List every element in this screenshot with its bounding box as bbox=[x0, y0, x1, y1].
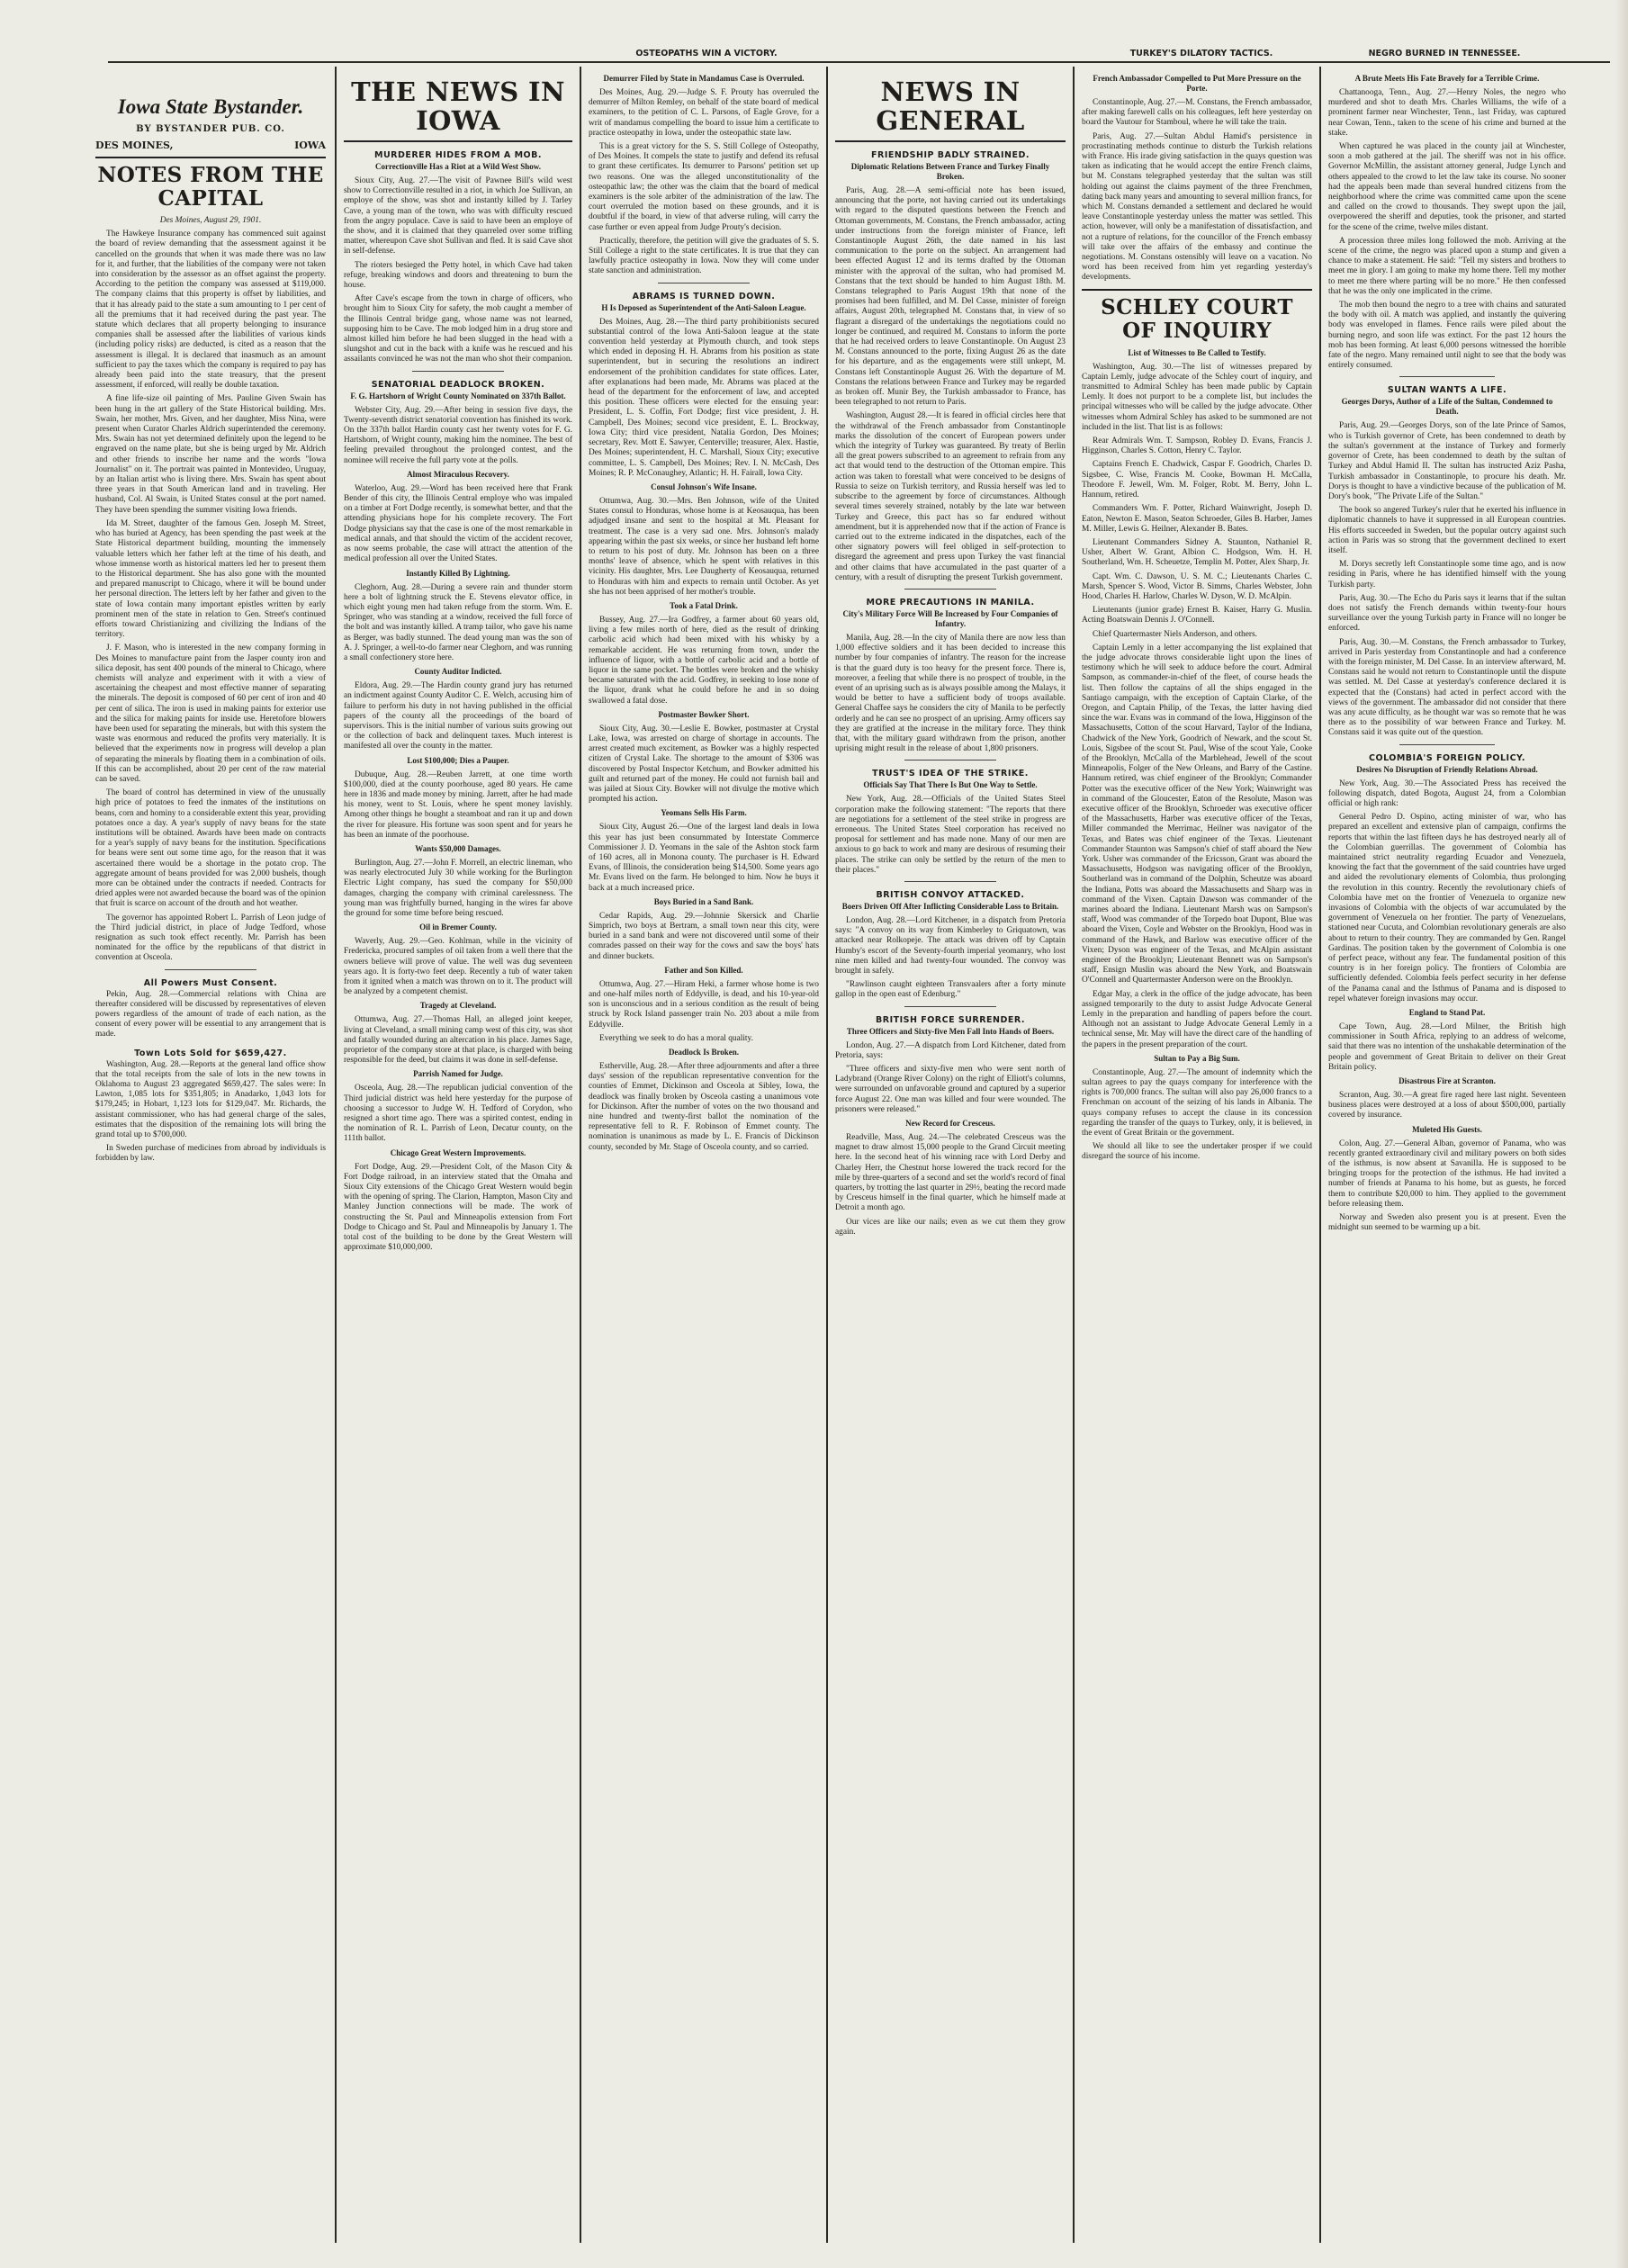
article-heading: Took a Fatal Drink. bbox=[670, 600, 738, 610]
paragraph: Webster City, Aug. 29.—After being in session five days, the Twenty-seventh district senatorial convention has finished its work. On the 337th ballot Hardin county cast her twenty votes for F. G. Hartshorn, of Wright county, making him the nominee. The best of feeling prevailed throughout the prolonged contest, and the nominee will receive the full party vote at the polls. bbox=[344, 405, 572, 465]
section-heading: NEWS IN GENERAL bbox=[876, 76, 1025, 136]
article-body bbox=[95, 230, 326, 963]
article-body bbox=[835, 1041, 1066, 1115]
paragraph: In Sweden purchase of medicines from abroad by individuals is forbidden by law. bbox=[95, 1144, 326, 1164]
article-subheading: Diplomatic Relations Between France and Turkey Finally Broken. bbox=[850, 162, 1050, 181]
paragraph: The book so angered Turkey's ruler that he exerted his influence in diplomatic channels to have it suppressed in all European countries. His efforts succeeded in Sweden, but the popular outcry against such action in Paris was so strong that the government declined to exert itself. bbox=[1328, 506, 1566, 555]
section-heading: NOTES FROM THE CAPITAL bbox=[97, 163, 324, 211]
article-heading: Lost $100,000; Dies a Pauper. bbox=[407, 755, 509, 765]
separator bbox=[165, 969, 256, 970]
paragraph: London, Aug. 27.—A dispatch from Lord Kitchener, dated from Pretoria, says: bbox=[835, 1040, 1066, 1060]
article-subheading: List of Witnesses to Be Called to Testify. bbox=[1128, 347, 1266, 357]
article-subheading: Correctionville Has a Riot at a Wild West Show. bbox=[374, 162, 542, 171]
section-heading: SCHLEY COURT OF INQUIRY bbox=[1101, 294, 1293, 343]
article-body bbox=[589, 88, 819, 277]
article-subheading: A Brute Meets His Fate Bravely for a Terrible Crime. bbox=[1354, 74, 1540, 83]
article-body bbox=[589, 616, 819, 706]
article-body bbox=[1328, 1091, 1566, 1121]
paragraph: Capt. Wm. C. Dawson, U. S. M. C.; Lieutenants Charles C. Marsh, Spencer S. Wood, Victor B. Simms, Charles Webster, John Hood, Charles H. Harlow, Charles W. Dyson, W. D. McAlpin. bbox=[1082, 572, 1312, 601]
masthead-dateline bbox=[95, 140, 326, 158]
paragraph: Washington, Aug. 28.—Reports at the general land office show that the total receipts from the sale of lots in the new towns in Oklahoma to August 23 aggregated $659,427. The sales were: In Lawton, 1,085 lots for $351,805; in Anadarko, 1,043 lots for $179,245; in Hobart, 1,123 lots for $129,047. Mr. Richards, the assistant commissioner, who has had general charge of the sales, estimates that the disposition of the remaining lots will bring the grand total up to $700,000. bbox=[95, 1059, 326, 1140]
paragraph: New York, Aug. 28.—Officials of the United States Steel corporation make the following statement: "The reports that there are negotiations for a settlement of the steel strike in progress are erroneous. The United States Steel corporation has received no proposal for settlement and has made none. Many of our men are anxious to go back to work and many are desirous of resuming their places. The strike can only be settled by the return of the men to their places." bbox=[835, 795, 1066, 875]
paragraph: Ottumwa, Aug. 27.—Thomas Hall, an alleged joint keeper, living at Cleveland, a small mining camp west of this city, was shot and fatally wounded during an altercation in his place. James Sage, proprietor of the company store at that place, is charged with being responsible for the deed, but claims it was done in self-defense. bbox=[344, 1015, 572, 1066]
article-body bbox=[95, 990, 326, 1040]
paragraph: Practically, therefore, the petition will give the graduates of S. S. Still College a right to the state certificates. It is true that they can lawfully practice osteopathy in Iowa. Now they will come under state sanction and administration. bbox=[589, 236, 819, 276]
article-heading: Oil in Bremer County. bbox=[419, 922, 497, 932]
article-body bbox=[835, 1133, 1066, 1238]
top-rule bbox=[108, 61, 1610, 63]
article-heading: All Powers Must Consent. bbox=[143, 977, 278, 988]
article-heading: Postmaster Bowker Short. bbox=[658, 709, 750, 719]
paragraph: The governor has appointed Robert L. Parrish of Leon judge of the Third judicial district, in place of Judge Tedford, whose resignation as such took effect recently. Mr. Parrish has been nominated for the office by the republicans of that district in convention at Osceola. bbox=[95, 913, 326, 963]
article-heading: Town Lots Sold for $659,427. bbox=[134, 1048, 287, 1058]
article-body bbox=[835, 795, 1066, 876]
column-1 bbox=[88, 67, 333, 2236]
article-heading: SULTAN WANTS A LIFE. bbox=[1387, 385, 1507, 396]
paragraph: Eldora, Aug. 29.—The Hardin county grand jury has returned an indictment against County Auditor C. E. Welch, accusing him of failure to perform his duty in not having published in the official papers of the county all the proceedings of the board of supervisors. This is the initial number of various suits growing out or the collection of back and delinquent taxes. Much interest is manifested all over the county in the matter. bbox=[344, 681, 572, 752]
article-heading: BRITISH FORCE SURRENDER. bbox=[876, 1014, 1025, 1025]
paragraph: Washington, Aug. 30.—The list of witnesses prepared by Captain Lemly, judge advocate of the Schley court of inquiry, and transmitted to Admiral Schley has been made public by Captain Lemly. It does not purport to be a complete list, but includes the principal witnesses who will be called by the judge advocate. Other witnesses whom Admiral Schley has asked to be summoned are not included in the list. That list is as follows: bbox=[1082, 362, 1312, 432]
paragraph: Paris, Aug. 29.—Georges Dorys, son of the late Prince of Samos, who is Turkish governor of Crete, has been condemned to death by the sultan's government at the instance of Turkey and formerly governor of Crete, has been condemned to death by the sultan of Turkey and Abdul Hamid II. The sultan has instructed Aziz Pasha, Turkish ambassador in Constantinople, to procure his death. Mr. Dorys is thought to have a vindictive because of the publication of M. Dory's book, "The Private Life of the Sultan." bbox=[1328, 421, 1566, 501]
paragraph: Manila, Aug. 28.—In the city of Manila there are now less than 1,000 effective soldiers and it has been decided to increase this number by four companies of infantry. The reason for the increase is that the guard duty is too heavy for the present force. There is, moreover, a feeling that while there is no prospect of trouble, in the event of an uprising such as is always possible among the Malays, it would be better to have a sufficient body of troops available. General Chaffee says he considers the city of Manila to be perfectly orderly and he can see no prospect of an uprising. Army officers say they are gratified at the increase in the military force. They think that, with the military guard withdrawn from the prison, another uprising might result in the release of about 1,800 prisoners. bbox=[835, 633, 1066, 754]
paragraph: Pekin, Aug. 28.—Commercial relations with China are thereafter considered will be discussed by representatives of eleven powers regardless of the amount of trade of each nation, as the consent of every power will be essential to any arrangement that is made. bbox=[95, 989, 326, 1040]
paragraph: This is a great victory for the S. S. Still College of Osteopathy, of Des Moines. It compels the state to justify and defend its refusal to grant these certificates. Its demurrer to Parsons' petition set up two reasons. One was the alleged unconstitutionality of the osteopathic law; the other was the claim that the board of medical examiners is the sole arbiter of the administration of the law. The court overruled the motion based on these grounds, and it is doubtful if the board, in view of that adverse ruling, will carry the case further or even appeal from Judge Prouty's decision. bbox=[589, 142, 819, 232]
top-label: OSTEOPATHS WIN A VICTORY. bbox=[635, 49, 778, 58]
paragraph: Cape Town, Aug. 28.—Lord Milner, the British high commissioner in South Africa, replying to an address of welcome, said that there was no intention of the unshakable determination of the people and government of Great Britain to deliver on their Great Britain policy. bbox=[1328, 1022, 1566, 1072]
article-heading: Boys Buried in a Sand Bank. bbox=[653, 896, 754, 906]
paragraph: Paris, Aug. 30.—The Echo du Paris says it learns that if the sultan does not satisfy the French demands within twenty-four hours surveillance over the young Turkish party in France will no longer be enforced. bbox=[1328, 593, 1566, 634]
article-heading: New Record for Cresceus. bbox=[905, 1119, 995, 1129]
article-body bbox=[1082, 98, 1312, 284]
article-subheading: Three Officers and Sixty-five Men Fall Into Hands of Boers. bbox=[846, 1026, 1055, 1036]
article-body bbox=[1328, 779, 1566, 1004]
masthead-state: IOWA bbox=[294, 140, 326, 151]
column-4 bbox=[828, 67, 1073, 2236]
paragraph: The board of control has determined in view of the unusually high price of potatoes to feed the inmates of the institutions on beans, corn and hominy to a considerable extent this year, providing potatoes once a day. A year's supply of navy beans for the state institutions will be obtained. Awards have been made on contracts for a year's supply of navy beans for the institution. Specifications for beans were sent out some time ago, for the reason that it was ascertained there would be a shortage in the potato crop. The aggregate amount of beans provided for was 2,000 bushels, though more can be obtained under the contracts if needed. Contracts for dried apples were not awarded because the board was of the opinion that fruit is scarce on account of the drouth and hot weather. bbox=[95, 788, 326, 909]
article-body bbox=[1328, 1139, 1566, 1234]
top-label: TURKEY'S DILATORY TACTICS. bbox=[1129, 49, 1273, 58]
article-heading: TRUST'S IDEA OF THE STRIKE. bbox=[872, 769, 1029, 779]
article-body bbox=[589, 724, 819, 806]
paragraph: Readville, Mass, Aug. 24.—The celebrated Cresceus was the magnet to draw almost 15,000 people to the Grand Circuit meeting here. In the second heat of his winning race with Lord Derby and Charley Herr, the Chestnut horse lowered the track record for the mile by three-quarters of a second and set the world's record of final quarters, by trotting the last quarter in 29½, beating the record made by Cresceus himself in the final quarter, which he himself made at Detroit a month ago. bbox=[835, 1133, 1066, 1213]
article-body bbox=[344, 681, 572, 752]
paragraph: "Three officers and sixty-five men who were sent north of Ladybrand (Orange River Colony) on the right of Elliott's columns, were surrounded on unfavorable ground and captured by a superior force August 22. One man was killed and four were wounded. The prisoners were released." bbox=[835, 1065, 1066, 1114]
article-heading: COLOMBIA'S FOREIGN POLICY. bbox=[1369, 752, 1525, 763]
paragraph: Paris, Aug. 27.—Sultan Abdul Hamid's persistence in procrastinating methods continue to disturb the Turkish relations with France. His irade giving satisfaction in the quays question was taken as indicating that he would accept the entire French claims, but M. Constans telegraphed yesterday that the sultan was still holding out against the claims payment of the three Frenchmen, dating back many years and amounting to several million francs, for which M. Constans demanded a settlement and declared he would leave Constantinople yesterday unless the matter was settled. This action, however, will only be a manifestation of dissatisfaction, and not a rupture of relations, for the councillor of the French embassy will take over the affairs of the embassy and continue the negotiations. M. Constans ostensibly will leave on a vacation. No word has been received from him yet regarding yesterday's developments. bbox=[1082, 131, 1312, 283]
paragraph: Colon, Aug. 27.—General Alban, governor of Panama, who was recently granted extraordinary civil and military powers on both sides of the isthmus, is now absent at Savanilla. He is supposed to be bringing troops for the protection of the isthmus. He had invited a number of friends at Panama to his home, but as guests, he forced them to contribute $20,000 to him. They applied to the government before releasing them. bbox=[1328, 1138, 1566, 1209]
article-body bbox=[835, 186, 1066, 583]
paragraph: Burlington, Aug. 27.—John F. Morrell, an electric lineman, who was nearly electrocuted July 30 while working for the Burlington Electric Light company, has sued the company for $50,000 damages, charging the company with criminal carelessness. The young man was frightfully burned, hanging in the wires far above the ground for some time before being rescued. bbox=[344, 858, 572, 918]
article-body bbox=[835, 916, 1066, 1001]
paragraph: J. F. Mason, who is interested in the new company forming in Des Moines to manufacture paint from the Jasper county iron and silica deposit, has sent 400 pounds of the mineral to Chicago, where chemists will analyze and experiment with it with a view of ascertaining the cheapest and most effective manner of separating the minerals. The deposit is composed of 60 per cent of iron and 40 per cent of silica. The iron is used in making paints for exterior use and the silica for making paints for inside use. Heretofore blowers have been used for separating the minerals, but with this system the waste was enormous and reduced the profits very materially. It is believed that the experiments now in progress will develop a plan of separating the minerals by floating them in a combination of oils. If this can be accomplished, about 20 per cent of the raw material can be saved. bbox=[95, 644, 326, 784]
article-body bbox=[589, 912, 819, 962]
paragraph: Estherville, Aug. 28.—After three adjournments and after a three days' session of the republican representative convention for the counties of Emmet, Dickinson and Osceola at Sibley, Iowa, the deadlock was finally broken by Osceola casting a unanimous vote for Dickinson. After the number of votes on the two thousand and nine hundred and twenty-first ballot the nomination of the representative fell to R. F. Robinson of Emmet county. The nomination is unanimous as made by L. E. Francis of Dickinson county, seconded by Mr. Stage of Osceola county, and so carried. bbox=[589, 1062, 819, 1152]
masthead-city: DES MOINES, bbox=[95, 140, 174, 151]
article-subheading: Desires No Disruption of Friendly Relations Abroad. bbox=[1356, 764, 1538, 774]
article-body bbox=[344, 1084, 572, 1144]
paragraph: Paris, Aug. 30.—M. Constans, the French ambassador to Turkey, arrived in Paris yesterday from Constantinople and had a conference with the foreign minister, M. Del Casse. In an interview afterward, M. Constans said he would not return to Constantinople until the dispute was settled. M. Del Casse at yesterday's conference declared it is expected that the (Constans) had acted in perfect accord with the views of the government. The ambassador did not consider that there was any acute difficulty, as he thought war was so remote that he was there as to the possibility of war between France and Turkey. M. Constans said it was quite out of the question. bbox=[1328, 637, 1566, 738]
paragraph: Washington, August 28.—It is feared in official circles here that the withdrawal of the French ambassador from Constantinople marks the dissolution of the concert of European powers under which the integrity of Turkey was guaranteed. By treaty of Berlin all the great powers subscribed to an agreement to refrain from any act that would tend to the destruction of the Ottoman empire. This action was taken to forestall what were conceived to be designs of Russia to seize on Turkish territory, and Russia herself was led to subscribe to the agreement by force of circumstances. Although several times severely strained, notably by the late war between Turkey and Greece, this pact has so far endured without amendment, but it is apprehended now that if the action of France is carried out to the extreme indicated in the dispatches, each of the other signatory powers will feel obliged in self-protection to disregard the agreement and press upon Turkey the vast financial and other claims that have accumulated in the past quarter of a century, with a result of disrupting the present Turkish government. bbox=[835, 411, 1066, 582]
paragraph: Dubuque, Aug. 28.—Reuben Jarrett, at one time worth $100,000, died at the county poorhouse, aged 80 years. He came here in 1836 and made money by mining. Jarrett, after he had made his money, went to St. Louis, where he spent money lavishly. Among other things he bought a steamboat and ran it up and down the river for pleasure. His fortune was soon spent and for years he has been an inmate of the poorhouse. bbox=[344, 770, 572, 840]
paragraph: Waterloo, Aug. 29.—Word has been received here that Frank Bender of this city, the Illinois Central employe who was impaled on a timber at Fort Dodge recently, is somewhat better, and that the attending physicians hope for his complete recovery. The Fort Dodge physicians say that the case is one of the most remarkable in medical annals, and that should the victim of the accident recover, as now seems probable, the case will attract the attention of the medical profession all over the United States. bbox=[344, 483, 572, 564]
article-body bbox=[344, 484, 572, 565]
paragraph: Lieutenants (junior grade) Ernest B. Kaiser, Harry G. Muslin. Acting Boatswain Dennis J. O'Connell. bbox=[1082, 606, 1312, 626]
paragraph: "Rawlinson caught eighteen Transvaalers after a forty minute gallop in the open east of Edenburg." bbox=[835, 980, 1066, 1000]
article-heading: England to Stand Pat. bbox=[1408, 1008, 1486, 1018]
paragraph: The mob then bound the negro to a tree with chains and saturated the body with oil. A match was applied, and instantly the quivering body was enveloped in flames. Fence rails were piled about the burning negro, and soon life was extinct. For the past 12 hours the mob has been forming. At least 6,000 persons witnessed the horrible fate of the negro. Many remained until night to see that the body was entirely consumed. bbox=[1328, 301, 1566, 371]
article-body bbox=[1082, 1068, 1312, 1163]
paragraph: Commanders Wm. F. Potter, Richard Wainwright, Joseph D. Eaton, Newton E. Mason, Seaton Schroeder, Giles B. Harber, James M. Miller, Lewis G. Heilner, Alexander B. Bates. bbox=[1082, 504, 1312, 534]
article-heading: County Auditor Indicted. bbox=[414, 667, 502, 677]
article-body bbox=[589, 318, 819, 479]
paragraph: Norway and Sweden also present you is at present. Even the midnight sun seemed to be warming up a bit. bbox=[1328, 1213, 1566, 1233]
paragraph: Everything we seek to do has a moral quality. bbox=[599, 1033, 753, 1043]
article-subheading: Georges Dorys, Author of a Life of the Sultan, Condemned to Death. bbox=[1341, 397, 1553, 417]
article-heading: Muleted His Guests. bbox=[1412, 1124, 1482, 1134]
article-body bbox=[589, 823, 819, 893]
article-body bbox=[589, 980, 819, 1044]
article-body bbox=[344, 1163, 572, 1254]
article-subheading: Officials Say That There Is But One Way to Settle. bbox=[863, 780, 1038, 790]
paragraph: Ottumwa, Aug. 27.—Hiram Heki, a farmer whose home is two and one-half miles north of Eddyville, is dead, and his 10-year-old son is unconscious and in a serious condition as the result of being struck by Rock Island passenger train No. 203 about a mile from Eddyville. bbox=[589, 979, 819, 1030]
column-6 bbox=[1321, 67, 1573, 2236]
paragraph: Chattanooga, Tenn., Aug. 27.—Henry Noles, the negro who murdered and shot to death Mrs. Charles Williams, the wife of a prominent farmer near Winchester, Tenn., last Friday, was captured near Cowan, Tenn., taken to the scene of his crime and burned at the stake. bbox=[1328, 88, 1566, 138]
article-heading: SENATORIAL DEADLOCK BROKEN. bbox=[371, 379, 545, 390]
paragraph: Scranton, Aug. 30.—A great fire raged here last night. Seventeen business places were destroyed at a loss of about $500,000, partially covered by insurance. bbox=[1328, 1091, 1566, 1120]
article-body bbox=[1082, 363, 1312, 1050]
paragraph: Ottumwa, Aug. 30.—Mrs. Ben Johnson, wife of the United States consul to Honduras, whose home is at Keosauqua, has been adjudged insane and sent to the hospital at Mt. Pleasant for treatment. The case is a very sad one. Mrs. Johnson's malady appearing within the past six weeks, or since her husband left home to return to his post of duty. Mr. Johnson has been on a three months' leave of absence, which he spent with relatives in this vicinity. His daughter, Mrs. Lee Daugherty of Keosauqua, returned to Honduras with him and expects to remain until October. As yet she has not been apprised of her mother's trouble. bbox=[589, 496, 819, 597]
paragraph: Ida M. Street, daughter of the famous Gen. Joseph M. Street, who has buried at Agency, has been spending the past week at the State Historical department building, mounting the immensely valuable letters which her father left at the time of his death, and whose immense worth as historical matters led her to present them to the Historical department. She has also gone with the mounted and prepared manuscript to Chicago, where it will be bound under her personal direction. The letters left by her father and given to the state of Iowa contain many important epistles written by early prominent men of the state in relation to Gen. Street's continued efforts toward Christianizing and civilizing the Indians of the territory. bbox=[95, 518, 326, 640]
paragraph: The rioters besieged the Petty hotel, in which Cave had taken refuge, breaking windows and doors and threatening to burn the house. bbox=[344, 260, 572, 291]
article-subheading: City's Military Force Will Be Increased by Four Companies of Infantry. bbox=[842, 608, 1058, 628]
article-heading: MURDERER HIDES FROM A MOB. bbox=[374, 150, 542, 160]
paragraph: A fine life-size oil painting of Mrs. Pauline Given Swain has been hung in the art gallery of the State Historical building. Mrs. Swain, her mother, Mrs. Given, and her daughter, Miss Nina, were present when Curator Charles Aldrich superintended the ceremony. Mrs. Swain has not yet determined definitely upon the legend to be engraved on the name plate, but she is being urged by Mr. Aldrich and other friends to inscribe her name and the words "Iowa Journalist" on it. The portrait was painted in Montevideo, Uruguay, by an Italian artist who is living there. Mrs. Swain has spent about three years in that South American land and in traveling. Her husband, Col. Al Swain, is United States consul at the port named. They have been spending the summer visiting Iowa friends. bbox=[95, 394, 326, 515]
article-heading: Father and Son Killed. bbox=[664, 965, 743, 975]
article-heading: Sultan to Pay a Big Sum. bbox=[1154, 1053, 1240, 1063]
article-heading: Tragedy at Cleveland. bbox=[419, 1001, 497, 1011]
article-heading: MORE PRECAUTIONS IN MANILA. bbox=[866, 597, 1035, 608]
paragraph: Sioux City, Aug. 30.—Leslie E. Bowker, postmaster at Crystal Lake, Iowa, was arrested on charge of shortage in accounts. The arrest created much excitement, as Bowker was a highly respected citizen of Crystal Lake. The shortage to the amount of $306 was discovered by Postal Inspector Ketchum, and Bowker admitted his guilt and returned part of the money. He could not furnish bail and was jailed at Sioux City. Bowker will not divulge the motive which prompted his action. bbox=[589, 724, 819, 805]
article-body bbox=[344, 406, 572, 466]
article-subheading: Boers Driven Off After Inflicting Considerable Loss to Britain. bbox=[841, 901, 1059, 911]
article-heading: FRIENDSHIP BADLY STRAINED. bbox=[871, 150, 1030, 160]
paragraph: Chief Quartermaster Niels Anderson, and others. bbox=[1093, 629, 1258, 639]
article-body bbox=[344, 859, 572, 919]
paragraph: Des Moines, Aug. 29.—Judge S. F. Prouty has overruled the demurrer of Milton Remley, on behalf of the state board of medical examiners, to the petition of C. L. Parsons, of Eagle Grove, for a writ of mandamus compelling the board to issue him a certificate to practice osteopathy in Iowa, under the osteopathic state law. bbox=[589, 88, 819, 138]
article-body bbox=[344, 770, 572, 841]
dateline: Des Moines, August 29, 1901. bbox=[159, 216, 262, 225]
article-body bbox=[1328, 88, 1566, 371]
article-body bbox=[95, 1060, 326, 1165]
article-body bbox=[1328, 421, 1566, 738]
paragraph: Sioux City, August 26.—One of the largest land deals in Iowa this year has just been consummated by Interstate Commerce Commissioner J. D. Yeomans in the sale of the Ashton stock farm of 160 acres, all in Monona county. The purchaser is H. Edward Evans, of Illinois, the consideration being $14,500. Some years ago Mr. Evans lived on the farm. He belonged to him. Now he buys it back at a much increased price. bbox=[589, 823, 819, 893]
article-body bbox=[1328, 1022, 1566, 1073]
paragraph: Captains French E. Chadwick, Caspar F. Goodrich, Charles D. Sigsbee, C. Wise, Francis M. Cooke, Bowman H. McCalla, Theodore F. Jewell, Wm. M. Folger, Robt. M. Berry, John L. Hannum, retired. bbox=[1082, 460, 1312, 500]
paragraph: Edgar May, a clerk in the office of the judge advocate, has been assigned temporarily to the duty to assist Judge Advocate General Lemly in the preparation and handling of papers before the court. Although not an assistant to Judge Advocate General Lemly in a technical sense, Mr. May will have the direct care of the handling of the papers in the present preparation of the court. bbox=[1082, 989, 1312, 1049]
paragraph: After Cave's escape from the town in charge of officers, who brought him to Sioux City for safety, the mob caught a member of the Illinois Central bridge gang, whose name was not learned, supposing him to be Cave. The mob lodged him in a drug store and almost killed him before he had been slugged in the head with a slungshot and cut in the back with a knife was he rescued and his assailants convinced he was not the man who shot their companion. bbox=[344, 294, 572, 364]
paragraph: Constantinople, Aug. 27.—The amount of indemnity which the sultan agrees to pay the quays company for interference with the rights is 700,000 francs. The sultan will also pay 26,000 francs to a Frenchman on account of the seizing of his lands in Albania. The quays company refuses to accept the clause in its concession regarding the transfer of the quays to Turkey, only, it is believed, in the event of Great Britain or the government. bbox=[1082, 1067, 1312, 1138]
paragraph: Rear Admirals Wm. T. Sampson, Robley D. Evans, Francis J. Higginson, Charles S. Cotton, Henry C. Taylor. bbox=[1082, 436, 1312, 456]
column-2 bbox=[337, 67, 580, 2236]
masthead-publisher: BY BYSTANDER PUB. CO. bbox=[136, 124, 285, 134]
paragraph: Sioux City, Aug. 27.—The visit of Pawnee Bill's wild west show to Correctionville resulted in a riot, in which Joe Sullivan, an employe of the show, was shot and instantly killed by J. Tarley Cave, a young man of the town, who was with difficulty rescued from the angry populace. Cave is said to have been an employe of the show, and it is claimed that they quarreled over some trifling matter, whereupon Cave shot Sullivan and fled. It is said Cave shot in self-defense. bbox=[344, 176, 572, 256]
paragraph: When captured he was placed in the county jail at Winchester, soon a mob gathered at the jail. The sheriff was not in his office. Governor McMillin, the assistant attorney general, Judge Lynch and others appealed to the crowd to let the law take its course. No sooner had the appeals been made than several hundred citizens from the neighborhood where the crime was committed came upon the scene and called on the crowd to thousands. They swept upon the jail, overpowered the sheriff and deputies, took the prisoner, and started for the scene of the crime, twelve miles distant. bbox=[1328, 142, 1566, 232]
top-label: NEGRO BURNED IN TENNESSEE. bbox=[1368, 49, 1521, 58]
article-subheading: H Is Deposed as Superintendent of the Anti-Saloon League. bbox=[601, 302, 806, 312]
paragraph: Constantinople, Aug. 27.—M. Constans, the French ambassador, after making farewell calls on his colleagues, left here yesterday on board the Vautour for Stamboul, where he will take the train. bbox=[1082, 98, 1312, 128]
article-heading: Chicago Great Western Improvements. bbox=[390, 1148, 526, 1157]
paragraph: The Hawkeye Insurance company has commenced suit against the board of review demanding that the assessment against it be cancelled on the grounds that when it was made there was no law for it, and further, that the liabilities of the company were not taken into consideration by the assessor as an offset against the property. According to the petition the company was assessed at $119,000. The company claims that this property is offset by liabilities, and that it has already paid to the state a sum amounting to 1 per cent of all the premiums that it had received during the past year. The statute which declares that all property belonging to insurance companies shall be assessed after the liabilities of various kinds (including policy risks) are deducted, is cited as a reason that the assessment is illegal. It is declared that inasmuch as an amount sufficient to pay the taxes which the company is required to pay has already been paid into the state treasury, that the present assessment, if enforced, will really be double taxation. bbox=[95, 230, 326, 391]
paragraph: Captain Lemly in a letter accompanying the list explained that the judge advocate throws considerable light upon the lines of testimony which he will seek to adduce before the court. Admiral Sampson, as commander-in-chief of the fleet, of course heads the list. Then follow the captains of all the ships engaged in the Santiago campaign, with the exception of Captain Clarke, of the Oregon, and Captain Philip, of the Texas, the latter having died since the war. Evans was in command of the Iowa, Higginson of the Massachusetts, Cotton of the scout Harvard, Taylor of the Indiana, Chadwick of the New York, Goodrich of Newark, and the scout St. Louis, Sigsbee of the scout St. Paul, Wise of the scout Yale, Cooke of the Brooklyn, McCalla of the Marblehead, Jewell of the scout Minneapolis, Folger of the New Orleans, and Barry of the Castine. Hannum retired, was chief engineer of the Brooklyn; Commander Potter was the executive officer of the New York; Wainwright was in command of the Gloucester, Eaton of the Resolute, Mason was executive officer of the Brooklyn, Schroeder was executive officer of the Massachusetts, Harber was executive officer of the Texas, Miller commanded the Merrimac, Heilner was navigator of the Texas, and Bates was chief engineer of the Texas. Lieutenant Commander Staunton was Sampson's chief of staff aboard the New York. Usher was commander of the Ericsson, Grant was aboard the Massachusetts, Hodgson was navigating officer of the Brooklyn, Southerland was in command of the Dolphin, Scheutze was aboard the Indiana, Potts was aboard the Massachusetts and Sharp was in command of the Vixen. Captain Dawson was commander of the marines aboard the Indiana. Lieutenant Marsh was on Sampson's staff, Wood was commander of the Torpedo boat Dupont, Blue was aboard the Vixen, Coyle and Webster on the Brooklyn, Hood was in command of the Hawk, and Barlow was executive officer of the Vixen; Dyson was engineer of the Texas, and McAlpin assistant engineer of the Brooklyn; Lieutenant Bennett was on Sampson's staff, Ensign Muslin was aboard the New York, and Boatswain O'Connell and Quartermaster Anderson were on the Brooklyn. bbox=[1082, 643, 1312, 986]
article-heading: ABRAMS IS TURNED DOWN. bbox=[632, 291, 776, 302]
article-subheading: French Ambassador Compelled to Put More Pressure on the Porte. bbox=[1093, 74, 1301, 93]
article-heading: Deadlock Is Broken. bbox=[668, 1048, 740, 1058]
paragraph: New York, Aug. 30.—The Associated Press has received the following dispatch, dated Bogota, August 24, from a Colombian official or high rank: bbox=[1328, 778, 1566, 808]
article-heading: Disastrous Fire at Scranton. bbox=[1399, 1076, 1496, 1086]
article-heading: Wants $50,000 Damages. bbox=[415, 843, 501, 853]
column-3 bbox=[581, 67, 826, 2236]
article-heading: Instantly Killed By Lightning. bbox=[406, 568, 510, 578]
masthead-title: Iowa State Bystander. bbox=[117, 95, 304, 118]
article-body bbox=[344, 176, 572, 365]
paragraph: Waverly, Aug. 29.—Geo. Kohlman, while in the vicinity of Fredericka, procured samples of oil taken from a well there that the owners believe will prove of value. The well was dug seventeen years ago. It is forty-two feet deep. Recently a tub of water taken from it ignited when a match was thrown on to it. The product will be analyzed by a competent chemist. bbox=[344, 937, 572, 997]
paragraph: Des Moines, Aug. 28.—The third party prohibitionists secured substantial control of the Iowa Anti-Saloon league at the state convention held yesterday at Plymouth church, and took steps which ended in deposing H. H. Abrams from his position as state superintendent, but in securing the resolutions an indirect endorsement of the prohibition candidates for state offices. Later, after explanations had been made, Mr. Abrams was placed at the head of the department for the enforcement of law, and accepted this position. These officers were elected for the ensuing year: President, L. S. Coffin, Fort Dodge; first vice president, J. H. Campbell, Des Moines; second vice president, E. L. Brockway, Iowa City; third vice president, Natalia Gordon, Des Moines; secretary, Rev. Mott E. Sawyer, Centerville; treasurer, Alex. Hastie, Des Moines; superintendent, H. C. Marshall, Sioux City; executive committee, L. S. Campbell, Des Moines; Rev. I. N. McCash, Des Moines; R. P. McConaughey, Atlantic; H. H. Fairall, Iowa City. bbox=[589, 317, 819, 478]
paragraph: Cleghorn, Aug. 28.—During a severe rain and thunder storm here a bolt of lightning struck the E. Stevens elevator office, in which eight young men had taken refuge from the storm. Wm. E. Springer, who was standing at a window, received the full force of the bolt and was instantly killed. A tramp tailor, who gave his name as Berger, was badly stunned. The dead young man was the son of A. J. Springer, a well-to-do farmer near Cleghorn, and was running a small confectionery store here. bbox=[344, 582, 572, 662]
paragraph: Cedar Rapids, Aug. 29.—Johnnie Skersick and Charlie Simprich, two boys at Bertram, a small town near this city, were buried in a sand bank and were not discovered until some of their comrades passed on their way for the cows and saw the boys' hats and dinner buckets. bbox=[589, 911, 819, 961]
paragraph: Bussey, Aug. 27.—Ira Godfrey, a farmer about 60 years old, living a few miles north of here, died as the result of drinking carbolic acid which had been mixed with his whisky by a remarkable accident. He was returning from town, under the influence of liquor, with a bottle of carbolic acid and a bottle of liquor in the same pocket. The bottles were broken and the whisky became saturated with the acid. Godfrey, in seeking to lose none of the liquor, drank what he could before he and in so doing swallowed a fatal dose. bbox=[589, 615, 819, 706]
article-body bbox=[589, 497, 819, 598]
paragraph: Paris, Aug. 28.—A semi-official note has been issued, announcing that the porte, not having carried out its undertakings with regard to the disputed questions between the French and Ottoman governments, M. Constans, the French ambassador, acting under instructions from the foreign minister of France, left Constantinople August 26th, the date named in his last communication to the porte on the subject. An arrangement had been effected August 12 and its terms drafted by the Ottoman minister with the approval of the sultan, who had promised M. Constans that the text should be handed to him August 18th. M. Constans telegraphed to Paris August 19th that none of the promises had been fulfilled, and M. Del Casse, minister of foreign affairs, August 20th, telegraphed M. Constans that, in view of so flagrant a disregard of the undertakings the negotiations could no longer be continued, and required M. Constans to inform the porte that he had received orders to leave Constantinople. On August 23 M. Constans announced to the porte, fixing August 26 as the date for his departure, and as the engagements were still unkept, M. Constans left Constantinople August 26. With the departure of M. Constans the relations between France and Turkey may be regarded as broken off. Munir Bey, the Turkish ambassador to France, has been telegraphed to not return to Paris. bbox=[835, 186, 1066, 408]
column-5 bbox=[1075, 67, 1319, 2236]
section-heading: THE NEWS IN IOWA bbox=[351, 76, 565, 136]
paragraph: A procession three miles long followed the mob. Arriving at the scene of the crime, the negro was placed upon a stump and given a chance to make a statement. He said: "Tell my sisters and brothers to meet me in glory. I am going to make my home there. Tell my mother to meet me there where parting will be no more." He then confessed that he was the only one implicated in the crime. bbox=[1328, 236, 1566, 296]
article-body bbox=[835, 634, 1066, 754]
paragraph: We should all like to see the undertaker prosper if we could disregard the source of his income. bbox=[1082, 1142, 1312, 1162]
article-heading: Parrish Named for Judge. bbox=[413, 1069, 503, 1079]
paragraph: Fort Dodge, Aug. 29.—President Colt, of the Mason City & Fort Dodge railroad, in an interview stated that the Omaha and Sioux City extensions of the Chicago Great Western would begin with the opening of spring. The Clarion, Hampton, Mason City and Manley Junction connections will be made. The work of constructing the St. Paul and Minneapolis extension from Fort Dodge to Chicago and St. Paul and Minneapolis by January 1. The total cost of the building to be done by the Great Western will approximate $10,000,000. bbox=[344, 1162, 572, 1253]
paragraph: Osceola, Aug. 28.—The republican judicial convention of the Third judicial district was held here yesterday for the purpose of choosing a successor to Judge W. H. Tedford of Corydon, who resigned a short time ago. There was a spirited contest, ending in the nomination of R. L. Parrish of Leon, Decatur county, on the 111th ballot. bbox=[344, 1084, 572, 1144]
article-heading: BRITISH CONVOY ATTACKED. bbox=[876, 889, 1025, 900]
paragraph: Lieutenant Commanders Sidney A. Staunton, Nathaniel R. Usher, Albert W. Grant, Albion C. Hodgson, Wm. H. H. Southerland, Wm. H. Scheuetze, Templin M. Potter, Alex Sharp, Jr. bbox=[1082, 537, 1312, 568]
paragraph: London, Aug. 28.—Lord Kitchener, in a dispatch from Pretoria says: "A convoy on its way from Kimberley to Griquatown, was attacked near Rolkopeje. The attack was driven off by Captain Humby's escort of the Seventy-fourth imperial yeomanry, who lost nine men killed and had twenty-four wounded. The convoy was brought in safely. bbox=[835, 915, 1066, 976]
paragraph: General Pedro D. Ospino, acting minister of war, who has prepared an excellent and extensive plan of campaign, confirms the reports that within the last fifteen days he has destroyed nearly all of the Colombian guerrillas. The government of Colombia has maintained strict neutrality regarding Ecuador and Venezuela, knowing the fact that the government of the said countries have urged and aided the revolutionary elements of Colombia, thus prolonging the revolution in this country. Recently the revolutionary chiefs of Colombia have met on the frontier of Venezuela to organize new invasions of Colombia with the objects of war accumulated by the government of Venezuela on her frontier. The party of Venezuelans, stationed near Cucuta, and Colombian revolutionary generals are also about to return to their country. They are commanded by Gen. Rangel Gardinas. The position taken by the government of Colombia is one of perfect peace, without any fear. The fundamental position of this country is in her foreign policy. The frontiers of Colombia are sufficiently defended. Colombia feels perfect security in her defense of the Panama canal and the Isthmus of Panama and is disposed to repel whatever foreign invasions may occur. bbox=[1328, 813, 1566, 1004]
article-heading: Almost Miraculous Recovery. bbox=[407, 469, 509, 479]
article-heading: Consul Johnson's Wife Insane. bbox=[651, 482, 757, 491]
article-subheading: Demurrer Filed by State in Mandamus Case is Overruled. bbox=[603, 74, 805, 83]
paragraph: M. Dorys secretly left Constantinople some time ago, and is now residing in Paris, where he has identified himself with the young Turkish party. bbox=[1328, 560, 1566, 590]
page-edge bbox=[1615, 0, 1628, 2268]
article-body bbox=[344, 937, 572, 997]
article-heading: Yeomans Sells His Farm. bbox=[661, 808, 747, 818]
separator bbox=[344, 140, 572, 142]
paragraph: Our vices are like our nails; even as we cut them they grow again. bbox=[835, 1217, 1066, 1237]
article-subheading: F. G. Hartshorn of Wright County Nominated on 337th Ballot. bbox=[350, 391, 566, 400]
article-body bbox=[344, 1015, 572, 1066]
article-body bbox=[344, 583, 572, 664]
article-body bbox=[589, 1062, 819, 1153]
